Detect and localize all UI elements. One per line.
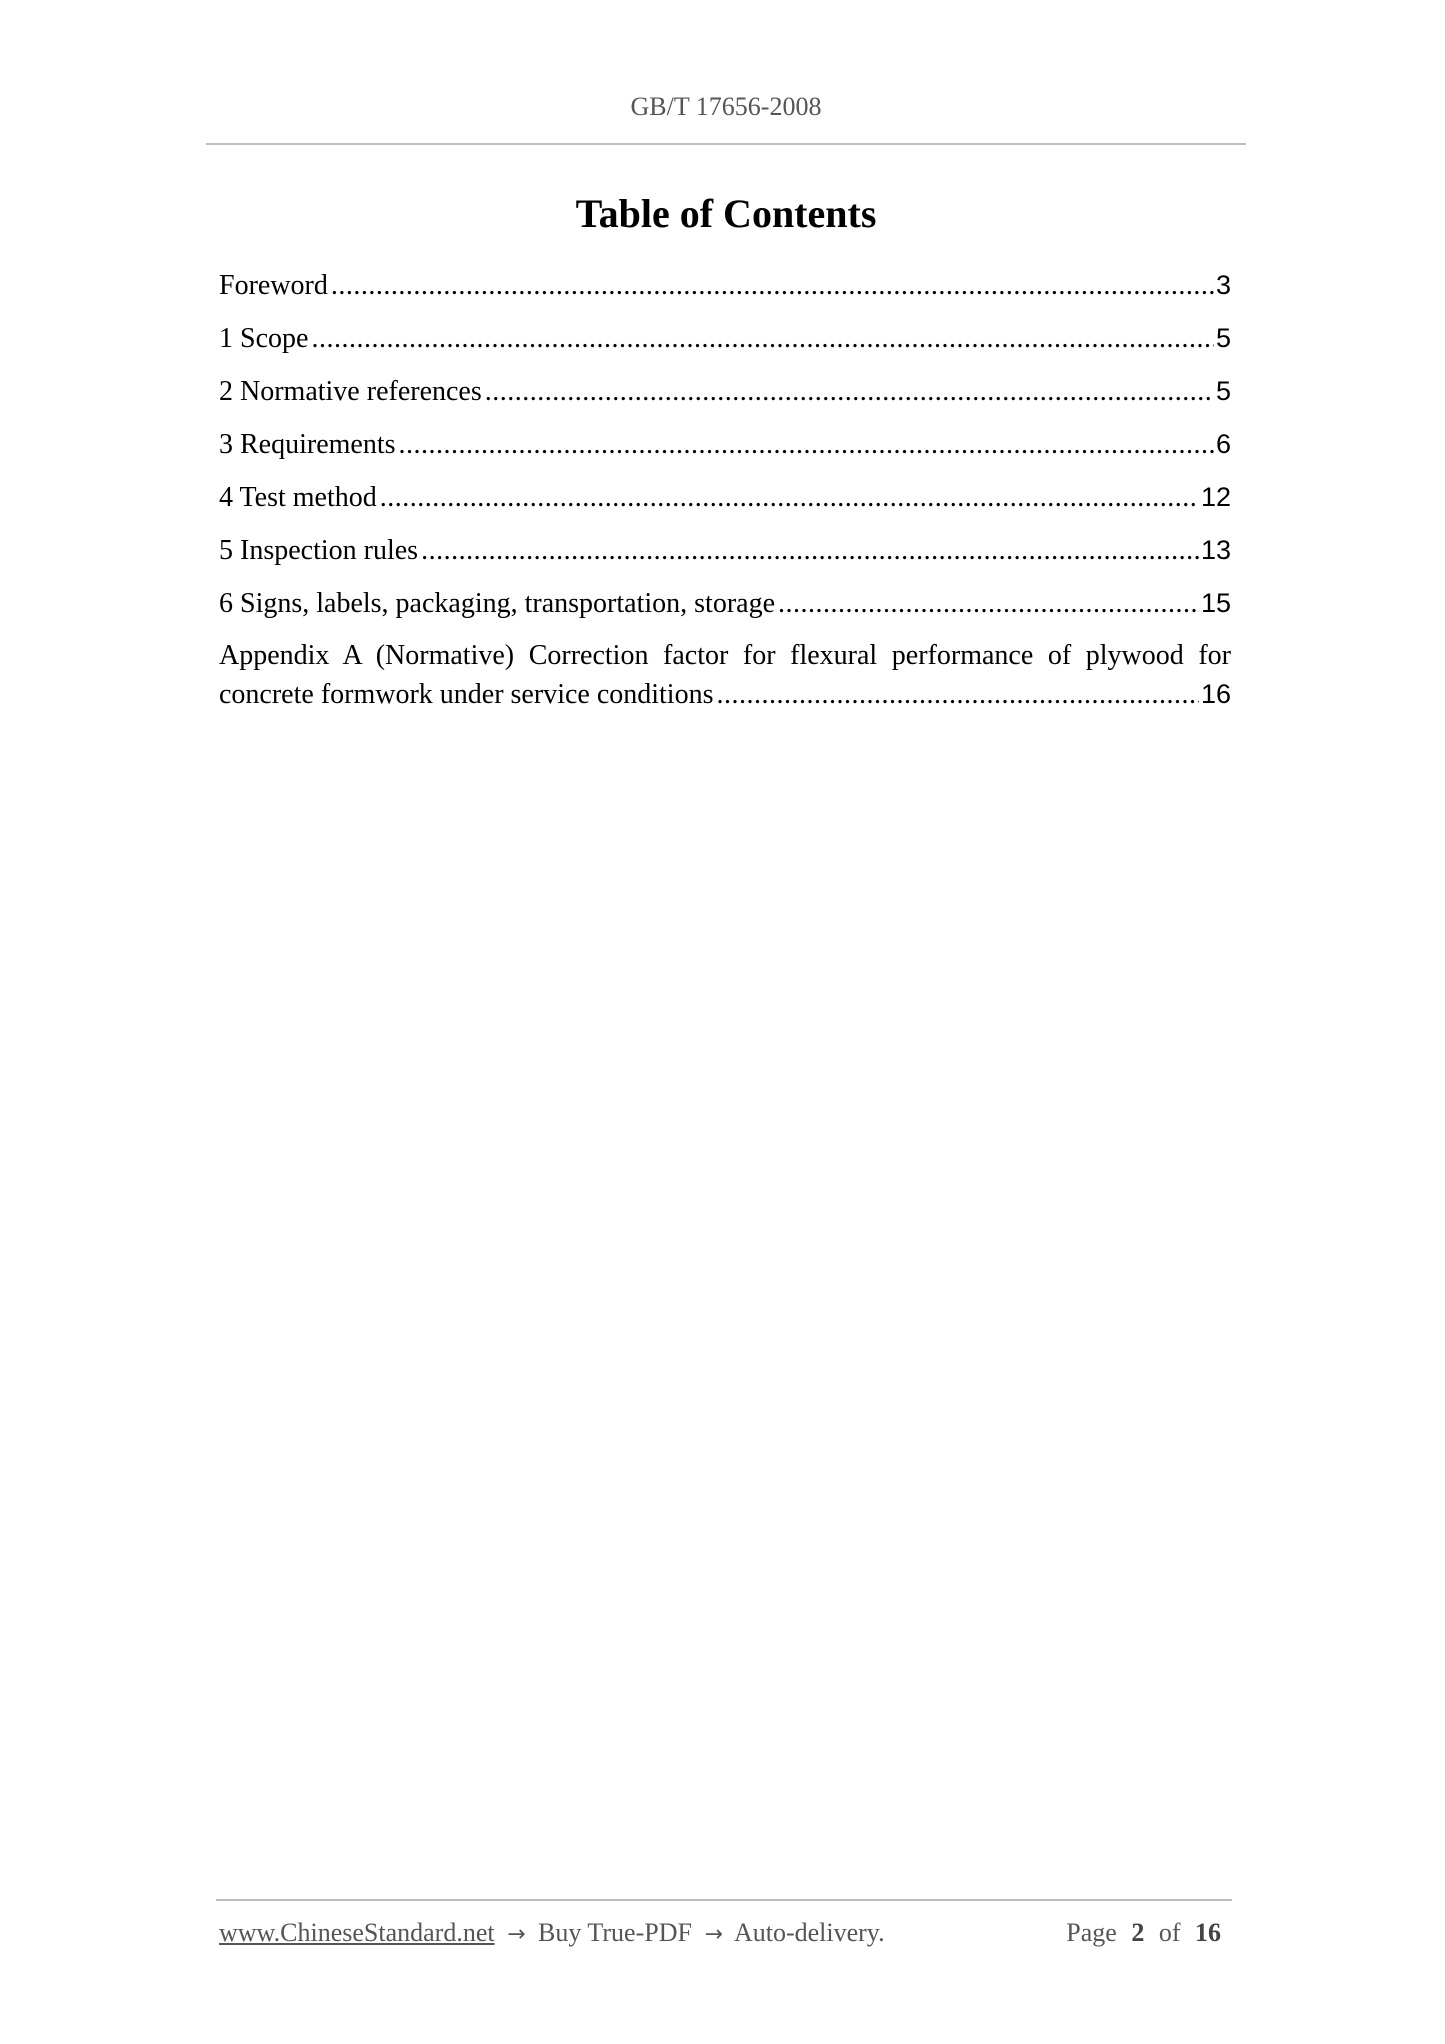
toc-entry-test-method[interactable] bbox=[219, 478, 1231, 531]
dot-leader bbox=[311, 320, 1214, 358]
toc-entry-title: 3 Requirements bbox=[219, 429, 396, 460]
toc-entry-appendix-a[interactable] bbox=[219, 637, 1231, 714]
page-total: 16 bbox=[1195, 1918, 1221, 1947]
toc-entry-page: 12 bbox=[1200, 482, 1231, 512]
toc-entry-title-line1: Appendix A (Normative) Correction factor for flexural performance of plywood for bbox=[219, 640, 1231, 671]
toc-entry-title: 5 Inspection rules bbox=[219, 535, 419, 566]
toc-title: Table of Contents bbox=[575, 191, 877, 236]
arrow-right-icon: → bbox=[507, 1922, 526, 1947]
arrow-right-icon: → bbox=[704, 1922, 723, 1947]
toc-entry-scope[interactable] bbox=[219, 319, 1231, 372]
toc-entry-title: 2 Normative references bbox=[219, 376, 482, 407]
toc-entry-title-line2-row bbox=[219, 675, 1231, 714]
header-divider bbox=[206, 143, 1246, 145]
toc-entry-page: 5 bbox=[1215, 323, 1231, 353]
toc-entry-page: 6 bbox=[1215, 429, 1231, 459]
toc-entry-requirements[interactable] bbox=[219, 425, 1231, 478]
toc-entry-page: 13 bbox=[1200, 535, 1231, 565]
page-of-label: of bbox=[1158, 1918, 1181, 1947]
toc-entry-page: 16 bbox=[1200, 679, 1231, 709]
toc-entry-signs-labels-packaging[interactable] bbox=[219, 584, 1231, 637]
toc-entry-foreword[interactable] bbox=[219, 266, 1231, 319]
dot-leader bbox=[485, 373, 1214, 411]
toc-entry-inspection-rules[interactable] bbox=[219, 531, 1231, 584]
dot-leader bbox=[380, 479, 1199, 517]
toc-entry-title: 1 Scope bbox=[219, 323, 309, 354]
website-link[interactable]: www.ChineseStandard.net bbox=[219, 1918, 495, 1947]
buy-true-pdf-text: Buy True-PDF bbox=[538, 1918, 692, 1947]
footer-divider bbox=[216, 1899, 1232, 1901]
page-footer bbox=[219, 1918, 1229, 1948]
dot-leader bbox=[399, 426, 1214, 464]
toc-entry-normative-references[interactable] bbox=[219, 372, 1231, 425]
dot-leader bbox=[421, 532, 1199, 570]
document-header: GB/T 17656-2008 bbox=[630, 92, 822, 121]
page-current: 2 bbox=[1131, 1918, 1145, 1947]
table-of-contents bbox=[219, 266, 1231, 714]
toc-entry-title-line2: concrete formwork under service conditions bbox=[219, 679, 714, 710]
footer-promo bbox=[219, 1918, 885, 1948]
toc-entry-title: Foreword bbox=[219, 270, 328, 301]
toc-entry-page: 15 bbox=[1200, 588, 1231, 618]
page-label: Page bbox=[1066, 1918, 1117, 1947]
toc-entry-page: 3 bbox=[1215, 270, 1231, 300]
dot-leader bbox=[778, 585, 1199, 623]
toc-entry-page: 5 bbox=[1215, 376, 1231, 406]
toc-entry-title: 6 Signs, labels, packaging, transportation, storage bbox=[219, 588, 775, 619]
dot-leader bbox=[716, 676, 1198, 714]
auto-delivery-text: Auto-delivery. bbox=[733, 1918, 885, 1947]
dot-leader bbox=[331, 267, 1214, 305]
toc-entry-title: 4 Test method bbox=[219, 482, 377, 513]
page-number bbox=[1066, 1918, 1229, 1948]
